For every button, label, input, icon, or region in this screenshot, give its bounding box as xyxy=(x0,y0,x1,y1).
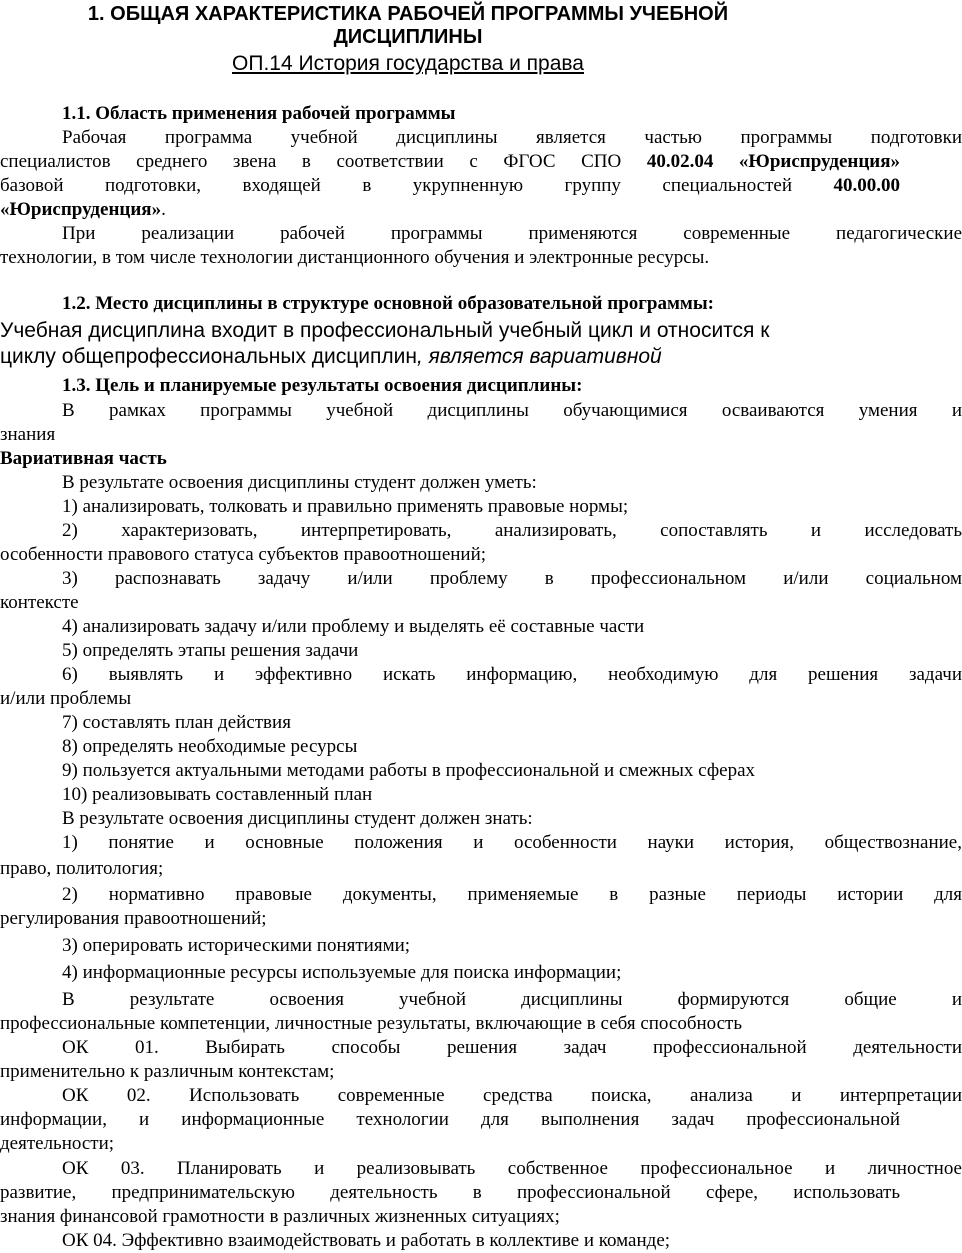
section-heading-line2: ДИСЦИПЛИНЫ xyxy=(333,26,483,48)
ok01-line1: ОК 01. Выбирать способы решения задач профессиональной деятельности xyxy=(62,1037,962,1058)
skill-item-2-line2: особенности правового статуса субъектов правоотношений; xyxy=(0,544,487,565)
s11-p1-line4: «Юриспруденция». xyxy=(0,199,166,220)
s12-title: 1.2. Место дисциплины в структуре основной образовательной программы: xyxy=(62,293,715,314)
skill-item-10: 10) реализовывать составленный план xyxy=(62,784,373,805)
skill-item-6-line1: 6) выявлять и эффективно искать информацию, необходимую для решения задачи xyxy=(62,664,962,685)
results-line2: профессиональные компетенции, личностные результаты, включающие в себя способность xyxy=(0,1013,743,1034)
skill-item-7: 7) составлять план действия xyxy=(62,712,291,733)
skill-item-4: 4) анализировать задачу и/или проблему и выделять её составные части xyxy=(62,616,645,637)
skill-item-3-line1: 3) распознавать задачу и/или проблему в профессиональном и/или социальном xyxy=(62,568,962,589)
s11-p2-line2: технологии, в том числе технологии дистанционного обучения и электронные ресурсы. xyxy=(0,247,710,268)
s11-p1-line3: базовой подготовки, входящей в укрупненную группу специальностей 40.00.00 xyxy=(0,175,900,196)
ok01-line2: применительно к различным контекстам; xyxy=(0,1061,335,1082)
skill-item-1: 1) анализировать, толковать и правильно применять правовые нормы; xyxy=(62,496,629,517)
knowledge-item-2-line1: 2) нормативно правовые документы, применяемые в разные периоды истории для xyxy=(62,884,962,905)
knowledge-item-2-line2: регулирования правоотношений; xyxy=(0,908,267,929)
s13-intro-line2: знания xyxy=(0,424,56,445)
s12-line2: циклу общепрофессиональных дисциплин, является вариативной xyxy=(0,345,662,368)
ok02-line2: информации, и информационные технологии для выполнения задач профессиональной xyxy=(0,1109,900,1130)
s13-intro-line1: В рамках программы учебной дисциплины обучающимися осваиваются умения и xyxy=(62,400,962,421)
skills-title: В результате освоения дисциплины студент должен уметь: xyxy=(62,472,537,493)
skill-item-8: 8) определять необходимые ресурсы xyxy=(62,736,358,757)
skill-item-9: 9) пользуется актуальными методами работы в профессиональной и смежных сферах xyxy=(62,760,755,781)
ok03-line2: развитие, предпринимательскую деятельность в профессиональной сфере, использовать xyxy=(0,1182,900,1203)
s11-title: 1.1. Область применения рабочей программы xyxy=(62,103,456,124)
knowledge-item-1-line2: право, политология; xyxy=(0,858,164,879)
knowledge-item-4: 4) информационные ресурсы используемые для поиска информации; xyxy=(62,962,622,983)
skill-item-2-line1: 2) характеризовать, интерпретировать, анализировать, сопоставлять и исследовать xyxy=(62,520,962,541)
variative-part-title: Вариативная часть xyxy=(0,448,167,469)
skill-item-6-line2: и/или проблемы xyxy=(0,688,132,709)
knowledge-item-3: 3) оперировать историческими понятиями; xyxy=(62,935,411,956)
ok02-line1: ОК 02. Использовать современные средства поиска, анализа и интерпретации xyxy=(62,1085,962,1106)
s11-p2-line1: При реализации рабочей программы применяются современные педагогические xyxy=(62,223,962,244)
ok04-line1: ОК 04. Эффективно взаимодействовать и работать в коллективе и команде; xyxy=(62,1230,671,1251)
s12-line1: Учебная дисциплина входит в профессиональный учебный цикл и относится к xyxy=(0,319,770,342)
ok02-line3: деятельности; xyxy=(0,1133,115,1154)
ok03-line3: знания финансовой грамотности в различных жизненных ситуациях; xyxy=(0,1206,560,1227)
skill-item-5: 5) определять этапы решения задачи xyxy=(62,640,359,661)
s13-title: 1.3. Цель и планируемые результаты освоения дисциплины: xyxy=(62,375,583,396)
knowledge-title: В результате освоения дисциплины студент должен знать: xyxy=(62,808,533,829)
s11-p1-line1: Рабочая программа учебной дисциплины является частью программы подготовки xyxy=(62,127,962,148)
section-heading-line1: 1. ОБЩАЯ ХАРАКТЕРИСТИКА РАБОЧЕЙ ПРОГРАММЫ УЧЕБНОЙ xyxy=(87,3,729,25)
s11-p1-line2: специалистов среднего звена в соответствии с ФГОС СПО 40.02.04 «Юриспруденция» xyxy=(0,151,900,172)
ok03-line1: ОК 03. Планировать и реализовывать собственное профессиональное и личностное xyxy=(62,1158,962,1179)
knowledge-item-1-line1: 1) понятие и основные положения и особенности науки история, обществознание, xyxy=(62,832,962,853)
skill-item-3-line2: контексте xyxy=(0,592,79,613)
results-line1: В результате освоения учебной дисциплины формируются общие и xyxy=(62,989,962,1010)
discipline-subtitle: ОП.14 История государства и права xyxy=(232,52,584,75)
